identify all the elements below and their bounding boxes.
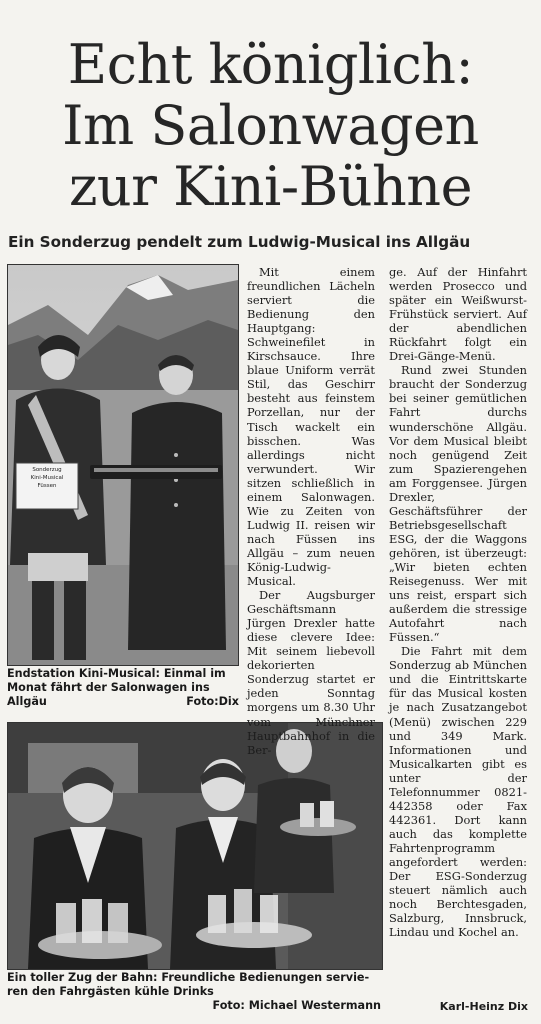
photo-caption-2 bbox=[7, 971, 381, 1013]
photo-sign bbox=[18, 466, 76, 490]
caption-line: Monat fährt der Salonwagen ins bbox=[7, 681, 210, 694]
article-column-2 bbox=[389, 265, 527, 939]
photo-waitresses-drinks bbox=[7, 722, 383, 970]
photo-credit: Foto:Dix bbox=[186, 695, 239, 708]
caption-line: Endstation Kini-Musical: Einmal im bbox=[7, 667, 226, 680]
photo-sign-line: Füssen bbox=[37, 483, 57, 489]
article-paragraph: Rund zwei Stunden braucht der Sonderzug bei seiner gemütlichen Fahrt durchs wunderschöne Allgäu. Vor dem Musical bleibt noch genügend Zeit zum Spazierengehen am Forggensee. Jürgen Drexler, Geschäftsführer der Betriebsgesellschaft ESG, der die Waggons gehören, ist überzeugt: „Wir bieten echten Reisegenuss. Wer mit uns reist, erspart sich außerdem die stressige Autofahrt nach Füssen.“ bbox=[389, 363, 527, 645]
photo-sign-line: Kini-Musical bbox=[30, 475, 64, 481]
article-paragraph: Die Fahrt mit dem Sonderzug ab München und die Eintrittskarte für das Musical kosten je nach Zusatzangebot (Menü) zwischen 229 und 349 Mark. Informationen und Musicalkarten gibt es unter der Telefonnummer 0821-442358 oder Fax 442361. Dort kann auch das komplette Fahrtenprogramm angefordert werden: Der ESG-Sonderzug steuert nämlich auch noch Berchtesgaden, Salzburg, Innsbruck, Lindau und Kochel an. bbox=[389, 644, 527, 940]
headline-line-1: Echt königlich: bbox=[67, 33, 474, 96]
article-paragraph: Der Augsburger Geschäftsmann Jürgen Drexler hatte diese clevere Idee: Mit seinem liebevoll dekorierten Sonderzug startet er jeden Sonntag morgens um 8.30 Uhr vom Münchner Hauptbahnhof in die Ber- bbox=[247, 588, 375, 757]
author-byline: Karl-Heinz Dix bbox=[439, 1000, 528, 1013]
article-paragraph: ge. Auf der Hinfahrt werden Prosecco und später ein Weißwurst-Frühstück serviert. Auf der abendlichen Rückfahrt folgt ein Drei-Gänge-Menü. bbox=[389, 265, 527, 364]
photo-caption-1 bbox=[7, 667, 239, 709]
caption-line: Allgäu bbox=[7, 695, 47, 708]
subheadline: Ein Sonderzug pendelt zum Ludwig-Musical ins Allgäu bbox=[8, 233, 471, 251]
article-paragraph: Mit einem freundlichen Lächeln serviert die Bedienung den Hauptgang: Schweinefilet in Kirschsauce. Ihre blaue Uniform verrät Stil, das Geschirr besteht aus feinstem Porzellan, nur der Tisch wackelt ein bisschen. Was allerdings nicht verwundert. Wir sitzen schließlich in einem Salonwagen. Wie zu Zeiten von Ludwig II. reisen wir nach Füssen ins Allgäu – zum neuen König-Ludwig-Musical. bbox=[247, 265, 375, 589]
caption-line: Ein toller Zug der Bahn: Freundliche Bedienungen servie- bbox=[7, 971, 370, 984]
photo-credit: Foto: Michael Westermann bbox=[212, 999, 381, 1012]
headline bbox=[0, 34, 541, 217]
article-column-1 bbox=[247, 265, 375, 757]
headline-line-2: Im Salonwagen bbox=[62, 94, 479, 157]
photo-king-and-conductor bbox=[7, 264, 239, 666]
headline-line-3: zur Kini-Bühne bbox=[68, 155, 473, 218]
caption-line: ren den Fahrgästen kühle Drinks bbox=[7, 985, 214, 998]
photo-sign-line: Sonderzug bbox=[32, 467, 62, 473]
